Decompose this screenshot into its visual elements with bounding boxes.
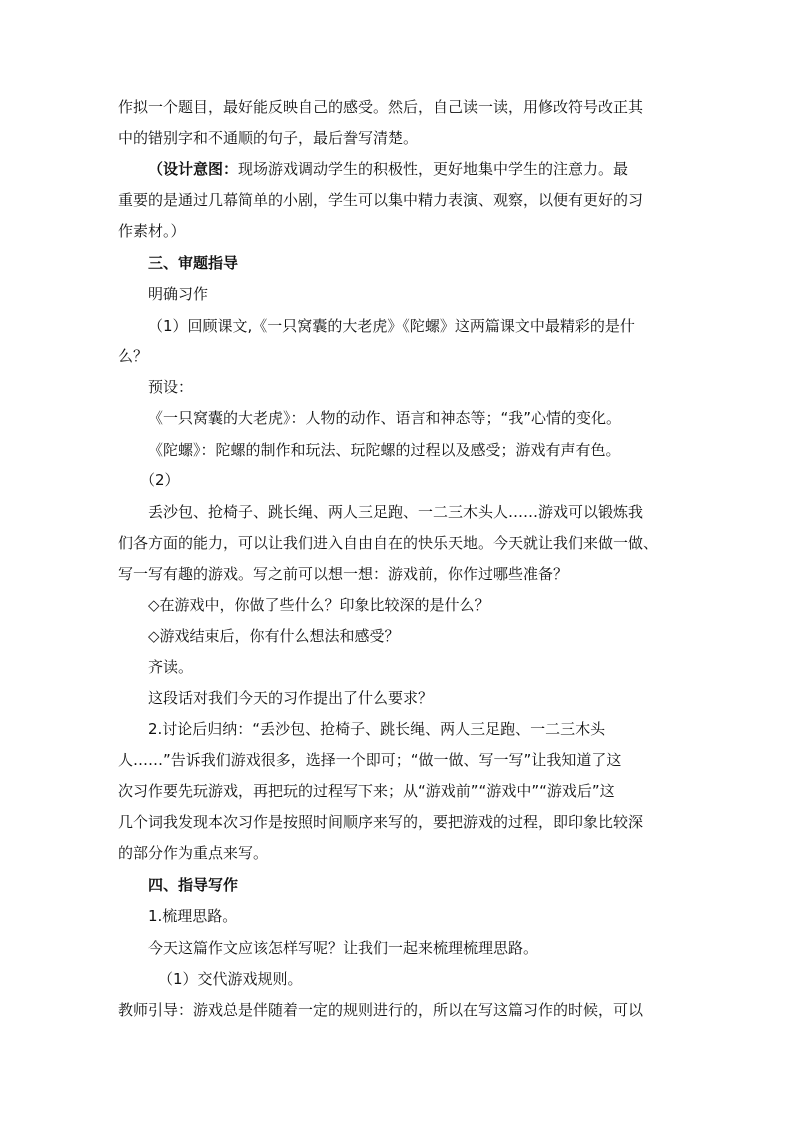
text-line: 齐读。 — [148, 658, 194, 676]
section-heading: 三、审题指导 — [148, 254, 239, 272]
design-intent-line — [148, 159, 628, 179]
text-line: 2.讨论后归纳：“丢沙包、抢椅子、跳长绳、两人三足跑、一二三木头 — [148, 720, 606, 738]
text-line: 的部分作为重点来写。 — [118, 844, 269, 862]
text-line: ◇在游戏中，你做了些什么？印象比较深的是什么？ — [148, 596, 490, 614]
text-line: 预设： — [148, 378, 194, 396]
text-line: 几个词我发现本次习作是按照时间顺序来写的，要把游戏的过程，即印象比较深 — [118, 813, 644, 831]
text-line: ◇游戏结束后，你有什么想法和感受？ — [148, 627, 400, 645]
text-line: 这段话对我们今天的习作提出了什么要求？ — [148, 689, 434, 707]
text-line: 中的错别字和不通顺的句子，最后誊写清楚。 — [118, 129, 419, 147]
text-line: 写一写有趣的游戏。写之前可以想一想：游戏前，你作过哪些准备？ — [118, 565, 569, 583]
text-line: 人……”告诉我们游戏很多，选择一个即可；“做一做、写一写”让我知道了这 — [118, 751, 622, 769]
text-line: 们各方面的能力，可以让我们进入自由自在的快乐天地。今天就让我们来做一做、 — [118, 534, 659, 552]
text-span: 现场游戏调动学生的积极性，更好地集中学生的注意力。最 — [238, 160, 629, 178]
text-line: 作素材。） — [118, 222, 186, 240]
text-line: 教师引导：游戏总是伴随着一定的规则进行的，所以在写这篇习作的时候，可以 — [118, 1001, 644, 1019]
text-line: 1.梳理思路。 — [148, 907, 238, 925]
text-line: （2） — [140, 471, 180, 489]
design-intent-label: （设计意图： — [148, 160, 239, 178]
text-line: 次习作要先玩游戏，再把玩的过程写下来；从“游戏前”“游戏中”“游戏后”这 — [118, 782, 615, 800]
text-line: 丢沙包、抢椅子、跳长绳、两人三足跑、一二三木头人……游戏可以锻炼我 — [148, 503, 644, 521]
text-line: 明确习作 — [148, 285, 209, 303]
text-line: （1）交代游戏规则。 — [158, 970, 303, 988]
text-line: 么？ — [118, 347, 149, 365]
text-line: 作拟一个题目，最好能反映自己的感受。然后，自己读一读，用修改符号改正其 — [118, 98, 644, 116]
text-line: （1）回顾课文,《一只窝囊的大老虎》《陀螺》这两篇课文中最精彩的是什 — [148, 317, 635, 335]
text-line: 重要的是通过几幕简单的小剧，学生可以集中精力表演、观察，以便有更好的习 — [118, 191, 644, 209]
section-heading: 四、指导写作 — [148, 876, 239, 894]
text-line: 《一只窝囊的大老虎》：人物的动作、语言和神态等；“我”心情的变化。 — [148, 409, 622, 427]
text-line: 《陀螺》：陀螺的制作和玩法、玩陀螺的过程以及感受；游戏有声有色。 — [148, 441, 621, 459]
text-line: 今天这篇作文应该怎样写呢？让我们一起来梳理梳理思路。 — [148, 939, 539, 957]
